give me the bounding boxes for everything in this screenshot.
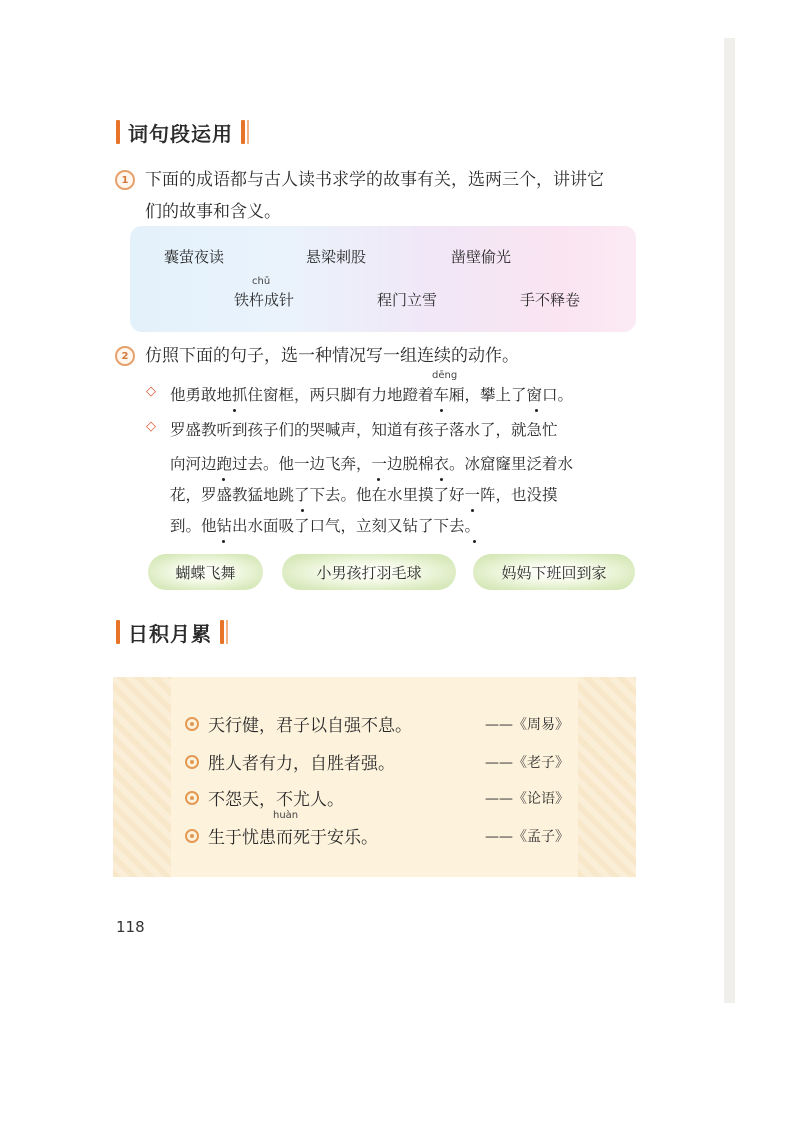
example-2-line-1: 罗盛教听到孩子们的哭喊声，知道有孩子落水了，就急忙 [170,421,558,439]
quote-2-text: 胜人者有力，自胜者强。 [208,754,395,774]
circle-bullet-icon [185,791,199,805]
section-title-text: 日积月累 [128,621,212,646]
diamond-bullet-icon: ◇ [146,419,156,434]
emphasis-dot [222,540,225,543]
title-bar-right-pale [226,620,228,644]
quote-1-text: 天行健，君子以自强不息。 [208,716,412,736]
idiom-4: 铁杵成针 [234,291,295,309]
option-pill-1: 蝴蝶飞舞 [148,554,263,590]
quote-1-source: ——《周易》 [485,717,569,733]
option-pill-2: 小男孩打羽毛球 [282,554,456,590]
emphasis-dot [222,478,225,481]
section-title-daily-accumulation [116,619,228,645]
emphasis-dot [377,478,380,481]
emphasis-dot [233,409,236,412]
emphasis-dot [471,509,474,512]
question-1-line-2: 们的故事和含义。 [145,202,281,222]
quote-box-left-pattern [113,677,171,877]
question-1-line-1: 下面的成语都与古人读书求学的故事有关，选两三个，讲讲它 [145,170,604,190]
title-bar-right [241,120,245,144]
pinyin-deng: dēng [432,370,458,381]
question-number-icon-2: 2 [115,346,135,366]
title-bar-right [220,620,224,644]
emphasis-dot [301,509,304,512]
quote-3-source: ——《论语》 [485,791,569,807]
quote-4-source: ——《孟子》 [485,829,569,845]
section-title-text: 词句段运用 [128,121,233,146]
page-edge-strip [724,38,735,1003]
idiom-5: 程门立雪 [377,291,438,309]
page-number: 118 [116,918,145,936]
example-2-line-2: 向河边跑过去。他一边飞奔，一边脱棉衣。冰窟窿里泛着水 [170,455,574,473]
quote-2-source: ——《老子》 [485,755,569,771]
title-bar-right-pale [247,120,249,144]
idiom-1: 囊萤夜读 [164,248,225,266]
emphasis-dot [440,478,443,481]
idiom-6: 手不释卷 [520,291,581,309]
question-2-line-1: 仿照下面的句子，选一种情况写一组连续的动作。 [145,346,519,366]
example-2-line-4: 到。他钻出水面吸了口气，立刻又钻了下去。 [170,517,481,535]
question-number-icon-1: 1 [115,170,135,190]
quote-3-text: 不怨天，不尤人。 [208,790,344,810]
quote-box-right-pattern [578,677,636,877]
title-bar-left [116,620,120,644]
pinyin-huan: huàn [273,810,299,821]
circle-bullet-icon [185,717,199,731]
option-pill-3: 妈妈下班回到家 [473,554,635,590]
idiom-2: 悬梁刺股 [306,248,367,266]
emphasis-dot [473,540,476,543]
example-2-line-3: 花，罗盛教猛地跳了下去。他在水里摸了好一阵，也没摸 [170,486,558,504]
section-title-word-usage [116,119,249,145]
pinyin-chu: chǔ [252,276,271,287]
emphasis-dot [535,409,538,412]
title-bar-left [116,120,120,144]
diamond-bullet-icon: ◇ [146,384,156,399]
idiom-band [130,226,636,332]
emphasis-dot [440,409,443,412]
example-1-text: 他勇敢地抓住窗框，两只脚有力地蹬着车厢，攀上了窗口。 [170,386,574,404]
idiom-3: 凿壁偷光 [451,248,512,266]
quote-4-text: 生于忧患而死于安乐。 [208,828,378,848]
circle-bullet-icon [185,829,199,843]
circle-bullet-icon [185,755,199,769]
